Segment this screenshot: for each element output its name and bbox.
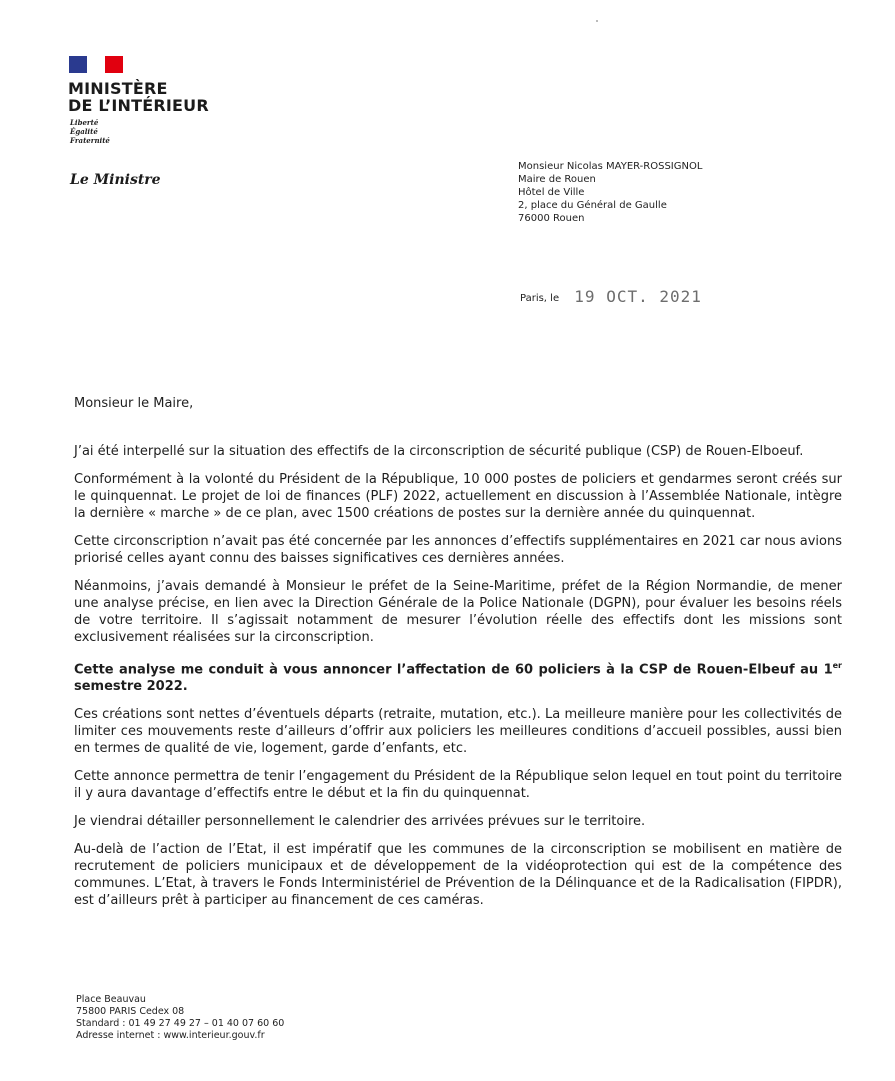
recipient-function: Maire de Rouen: [518, 174, 596, 185]
letter-body: [74, 395, 842, 920]
motto-liberte: Liberté: [70, 118, 99, 127]
recipient-name: Monsieur Nicolas MAYER-ROSSIGNOL: [518, 161, 703, 172]
ministry-name-line-1: MINISTÈRE: [68, 79, 168, 98]
footer-website: Adresse internet : www.interieur.gouv.fr: [76, 1030, 265, 1041]
paragraph-calendar: Je viendrai détailler personnellement le calendrier des arrivées prévues sur le territoire.: [74, 814, 646, 830]
footer-address: [76, 994, 284, 1042]
flag-white-band: [87, 56, 105, 73]
republic-flag-logo: [69, 56, 123, 73]
flag-red-band: [105, 56, 123, 73]
footer-postal: 75800 PARIS Cedex 08: [76, 1006, 185, 1017]
ordinal-suffix: er: [832, 661, 842, 670]
scan-speck: [596, 20, 598, 22]
motto-egalite: Égalité: [70, 127, 98, 136]
recipient-address: [518, 160, 702, 225]
recipient-city: 76000 Rouen: [518, 213, 585, 224]
salutation: Monsieur le Maire,: [74, 396, 194, 411]
paragraph-announcement: Cette analyse me conduit à vous annoncer l’affectation de 60 policiers à la CSP de Rouen-Elbeuf au 1er semestre 2022.: [74, 661, 842, 695]
paragraph-engagement: Cette annonce permettra de tenir l’engagement du Président de la République selon lequel en tout point du territoire il y aura davantage d’effectifs entre le début et la fin du quinquennat.: [74, 769, 842, 802]
ministry-name-line-2: DE L’INTÉRIEUR: [68, 96, 209, 115]
motto-fraternite: Fraternité: [70, 136, 110, 145]
recipient-building: Hôtel de Ville: [518, 187, 585, 198]
signatory-title: Le Ministre: [70, 172, 161, 188]
date-label: Paris, le: [520, 293, 560, 304]
footer-phone: Standard : 01 49 27 49 27 – 01 40 07 60 60: [76, 1018, 285, 1029]
date-line: [520, 286, 702, 305]
paragraph-plan: Conformément à la volonté du Président de la République, 10 000 postes de policiers et gendarmes seront créés sur le quinquennat. Le projet de loi de finances (PLF) 2022, actuellement en discussion à l’Assemblée Nationale, intègre la dernière « marche » de ce plan, avec 1500 créations de postes sur la dernière année du quinquennat.: [74, 472, 842, 521]
republic-motto: [70, 118, 110, 145]
paragraph-situation: J’ai été interpellé sur la situation des effectifs de la circonscription de sécurité publique (CSP) de Rouen-Elboeuf.: [74, 444, 804, 459]
paragraph-analysis: Néanmoins, j’avais demandé à Monsieur le préfet de la Seine-Maritime, préfet de la Région Normandie, de mener une analyse précise, en lien avec la Direction Générale de la Police Nationale (DGPN), pour évaluer les besoins réels de votre territoire. Il s’agissait notamment de mesurer l’évolution réelle des effectifs dont les missions sont exclusivement réalisées sur la circonscription.: [74, 579, 842, 645]
paragraph-communes: Au-delà de l’action de l’Etat, il est impératif que les communes de la circonscription se mobilisent en matière de recrutement de policiers municipaux et de développement de la vidéoprotection qui est de la compétence des communes. L’Etat, à travers le Fonds Interministériel de Prévention de la Délinquance et de la Radicalisation (FIPDR), est d’ailleurs prêt à participer au financement de ces caméras.: [74, 842, 842, 909]
ministry-name: [68, 80, 209, 114]
paragraph-departures: Ces créations sont nettes d’éventuels départs (retraite, mutation, etc.). La meilleure manière pour les collectivités de limiter ces mouvements reste d’ailleurs d’offrir aux policiers les meilleures conditions d’accueil possibles, aussi bien en termes de qualité de vie, logement, garde d’enfants, etc.: [74, 707, 842, 757]
recipient-street: 2, place du Général de Gaulle: [518, 200, 667, 211]
flag-blue-band: [69, 56, 87, 73]
date-stamp: 19 OCT. 2021: [574, 287, 702, 306]
footer-place: Place Beauvau: [76, 994, 146, 1005]
paragraph-2021: Cette circonscription n’avait pas été concernée par les annonces d’effectifs supplémentaires en 2021 car nous avions priorisé celles ayant connu des baisses significatives ces dernières années.: [74, 534, 842, 566]
